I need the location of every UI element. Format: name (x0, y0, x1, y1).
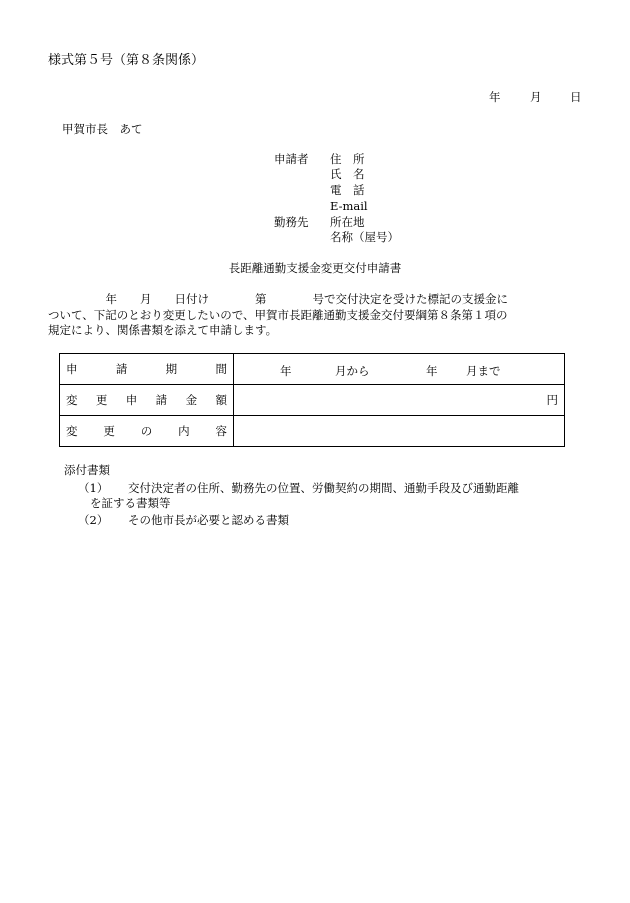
content-value-cell[interactable] (234, 416, 565, 447)
body-line-2: ついて、下記のとおり変更したいので、甲賀市長距離通勤支援金交付要綱第８条第１項の (48, 307, 508, 322)
attachment-2-text: その他市長が必要と認める書類 (128, 513, 289, 527)
amount-value-cell[interactable] (234, 385, 565, 416)
date-day-label: 日 (570, 90, 582, 104)
workplace-section-label: 勤務先 (274, 215, 309, 229)
application-body (48, 292, 588, 339)
amount-label-char: 金 (185, 393, 198, 407)
applicant-section-label: 申請者 (274, 152, 309, 166)
applicant-address-label: 住 所 (330, 152, 365, 166)
body-line-1: 年 月 日付け 第 号で交付決定を受けた標記の支援金に (48, 292, 508, 306)
amount-label-char: 額 (215, 393, 227, 407)
amount-label (60, 385, 234, 416)
body-line-3: 規定により、関係書類を添えて申請します。 (48, 323, 278, 337)
attachment-1-text: 交付決定者の住所、勤務先の位置、労働契約の期間、通勤手段及び通勤距離 (128, 481, 519, 495)
workplace-name-label: 名称（屋号） (330, 230, 399, 244)
content-label-char: 更 (103, 424, 115, 438)
content-label-char: 容 (215, 424, 227, 438)
period-label-char: 請 (115, 362, 128, 376)
table-row-content (60, 416, 565, 447)
detail-table (59, 353, 565, 447)
period-label (60, 354, 234, 385)
content-label (60, 416, 234, 447)
applicant-name-label: 氏 名 (330, 167, 365, 181)
date-month-label: 月 (530, 90, 542, 104)
content-label-char: 内 (178, 424, 190, 438)
content-label-char: 変 (66, 424, 78, 438)
period-label-char: 間 (215, 362, 227, 376)
period-month-to: 月まで (466, 364, 501, 378)
period-year-from: 年 (280, 364, 292, 378)
content-label-char: の (140, 424, 153, 438)
form-number: 様式第５号（第８条関係） (48, 53, 205, 68)
period-label-char: 申 (66, 362, 78, 376)
period-value-cell[interactable] (234, 354, 565, 385)
period-label-char: 期 (165, 362, 178, 376)
amount-label-char: 請 (155, 393, 168, 407)
period-year-to: 年 (426, 364, 438, 378)
applicant-phone-label: 電 話 (330, 183, 365, 197)
table-row-period (60, 354, 565, 385)
amount-unit: 円 (546, 393, 558, 407)
table-row-amount (60, 385, 565, 416)
amount-label-char: 更 (95, 393, 108, 407)
attachments-heading: 添付書類 (64, 463, 110, 477)
attachment-2-number: （2） (78, 513, 109, 527)
date-year-label: 年 (489, 90, 501, 104)
attachment-1-number: （1） (78, 481, 109, 495)
amount-label-char: 申 (125, 393, 138, 407)
addressee: 甲賀市長 あて (62, 122, 143, 136)
document-title: 長距離通勤支援金変更交付申請書 (228, 261, 402, 275)
attachment-1-text-cont: を証する書類等 (90, 496, 171, 510)
period-month-from: 月から (335, 364, 370, 378)
amount-label-char: 変 (66, 393, 78, 407)
applicant-email-label: E-mail (330, 199, 368, 213)
workplace-location-label: 所在地 (330, 215, 365, 229)
